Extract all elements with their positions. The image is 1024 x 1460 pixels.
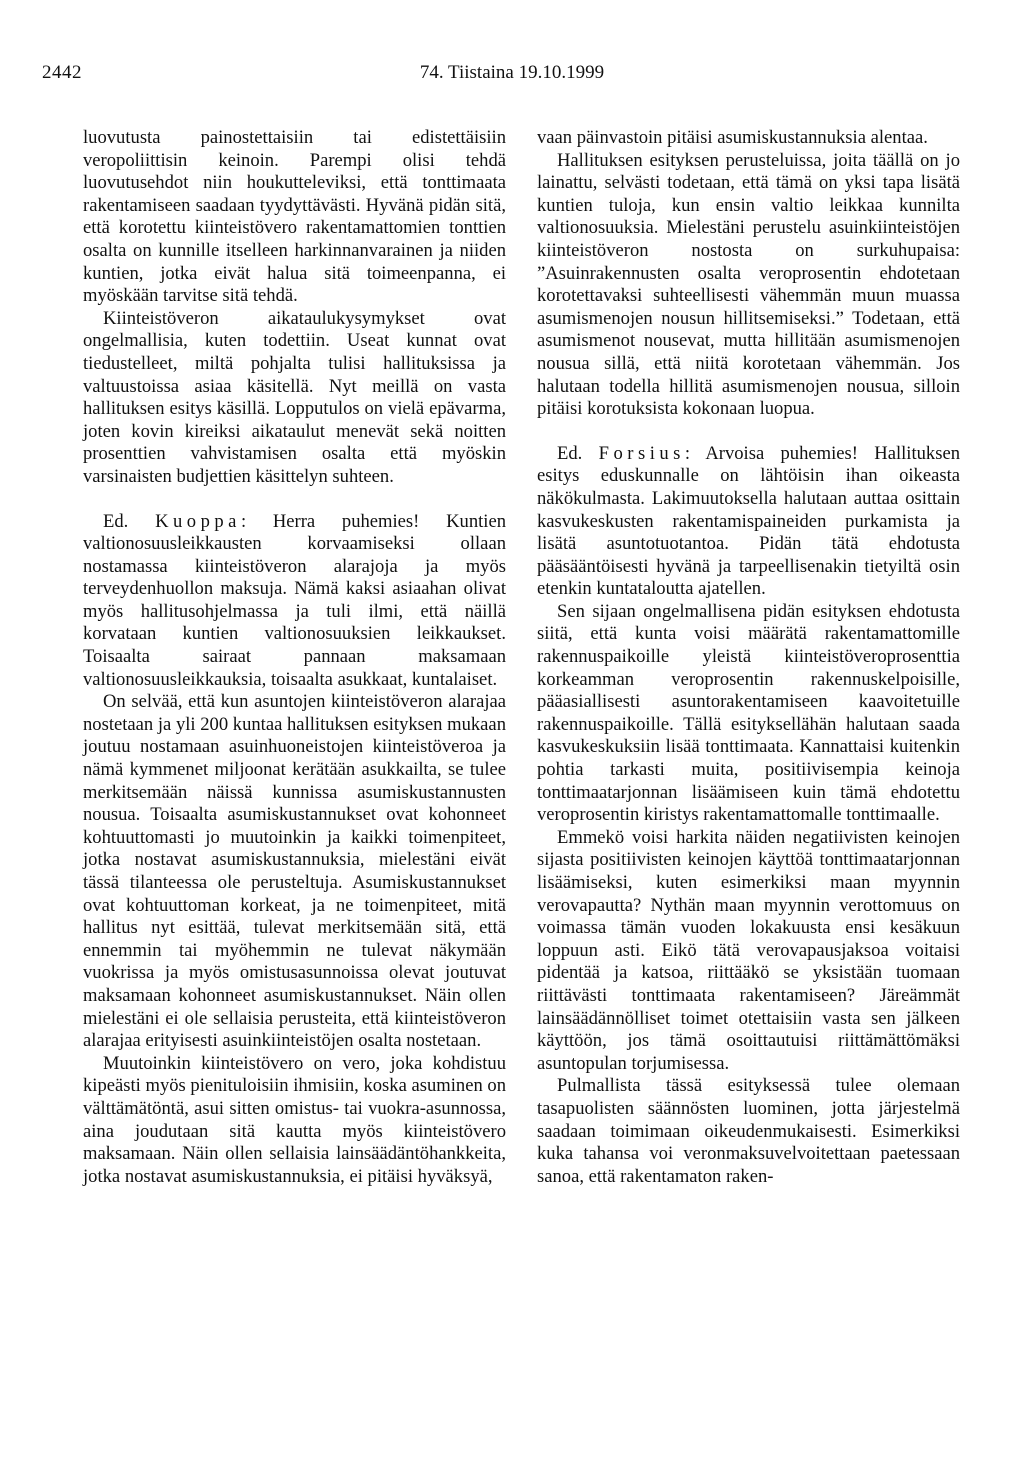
speech-salutation: : Herra puhemies! — [240, 510, 420, 532]
speech-text: Hallituksen esitys eduskunnalle on lähtöisin ihan oikeasta näkökulmasta. Lakimuutoksella halutaan auttaa osittain kasvukeskusten rakentamispaineiden purkamista ja lisätä asuntotuotantoa. Pidän tätä ehdotusta pääsääntöisesti hyvänä ja tarpeellisenakin tietyiltä osin etenkin kuntataloutta ajatellen. — [537, 442, 960, 600]
speaker-prefix: Ed. — [557, 442, 583, 464]
speech-kuoppa — [83, 511, 506, 692]
paragraph: On selvää, että kun asuntojen kiinteistöveron alarajaa nostetaan ja yli 200 kuntaa hallituksen esityksen mukaan joutuu nostamaan asuinhuoneistojen kiinteistöveroa ja nämä kymmenet miljoonat kerätään asukkailta, se tulee merkitsemään näissä kunnissa asumiskustannusten nousua. Toisaalta asumiskustannukset ovat kohonneet kohtuuttomasti jo muutoinkin ja kaikki toimenpiteet, jotka nostavat asumiskustannuksia, mielestäni eivät tässä tilanteessa ole perusteltuja. Asumiskustannukset ovat kohtuuttoman korkeat, ja ne toimenpiteet, mitä hallitus nyt esittää, tulevat merkitsemään sitä, että ennemmin tai myöhemmin ne tulevat näkymään vuokrissa ja myös omistusasunnoissa olevat joutuvat maksamaan kohonneet asumiskustannukset. Näin ollen mielestäni ei ole sellaisia perusteita, että kiinteistöveron alarajaa erityisesti asuinkiinteistöjen osalta nostetaan. — [83, 691, 506, 1052]
paragraph: Kiinteistöveron aikataulukysymykset ovat ongelmallisia, kuten todettiin. Useat kunnat ovat tiedustelleet, miltä pohjalta tulisi hallituksissa ja valtuustoissa asiaa käsitellä. Nyt meillä on vasta hallituksen esitys käsillä. Lopputulos on vielä epävarma, joten kovin kireiksi aikataulut menevät sekä noitten prosenttien vahvistamisen osalta että myöskin varsinaisten budjettien käsittelyn suhteen. — [83, 307, 506, 487]
speaker-name: Forsius — [598, 442, 685, 464]
speaker-name: Kuoppa — [155, 510, 241, 532]
paragraph: luovutusta painostettaisiin tai edistettäisiin veropoliittisin keinoin. Parempi olisi tehdä luovutusehdot niin houkutteleviksi, että tonttimaata rakentamiseen saadaan tyydyttävästi. Hyvänä pidän sitä, että korotettu kiinteistövero rakentamattomien tonttien osalta on kunnille itselleen harkinnanvarainen ja niiden kuntien, jotka eivät halua sitä toimeenpanna, ei myöskään tarvitse sitä tehdä. — [83, 127, 506, 307]
speaker-prefix: Ed. — [103, 510, 129, 532]
speech-text: Kuntien valtionosuusleikkausten korvaamiseksi ollaan nostamassa kiinteistöveron alarajoja ja myös terveydenhuollon maksuja. Nämä kaksi asiaahan olivat myös hallitusohjelmassa ja tuli ilmi, että näillä korvataan kuntien valtionosuuksien leikkaukset. Toisaalta sairaat pannaan maksamaan valtionosuusleikkauksia, toisaalta asukkaat, kuntalaiset. — [83, 510, 507, 690]
paragraph: Sen sijaan ongelmallisena pidän esityksen ehdotusta siitä, että kunta voisi määrätä rakentamattomille rakennuspaikoille yleistä kiinteistöveroprosenttia korkeamman veroprosentin rakennuskelpoisille, pääasiallisesti asuntorakentamiseen kaavoitetuille rakennuspaikoille. Tällä esityksellähän halutaan saada kasvukeskuksiin lisää tonttimaata. Kannattaisi kuitenkin pohtia tarkasti muita, positiivisempia keinoja tonttimaatarjonnan lisäämiseen kuin tämä ehdotettu veroprosentin kiristys rakentamattomalle tonttimaalle. — [537, 600, 960, 826]
right-column — [537, 127, 960, 1188]
running-title: 74. Tiistaina 19.10.1999 — [419, 62, 605, 83]
paragraph: Hallituksen esityksen perusteluissa, joita täällä on jo lainattu, selvästi todetaan, että tämä on yksi tapa lisätä kuntien tuloja, kun ensin valtio leikkaa kunnilta valtionosuuksia. Mielestäni perustelu asuinkiinteistöjen kiinteistöveron nostosta on surkuhupaisa: ”Asuinrakennusten osalta veroprosentin ehdotetaan korotettavaksi suhteellisesti vähemmän muun muassa asumismenojen nousun hillitsemiseksi.” Todetaan, että asumismenot nousevat, mutta hillitään asumismenojen nousua sillä, että niitä korotetaan vähemmän. Jos halutaan todella hillitä asumismenojen nousua, silloin pitäisi korotuksista kokonaan luopua. — [537, 149, 960, 420]
paragraph: vaan päinvastoin pitäisi asumiskustannuksia alentaa. — [537, 127, 928, 148]
page-number: 2442 — [42, 62, 82, 83]
left-column — [83, 127, 506, 1188]
speech-salutation: : Arvoisa puhemies! — [684, 442, 858, 464]
speech-forsius — [537, 443, 960, 601]
paragraph: Emmekö voisi harkita näiden negatiivisten keinojen sijasta positiivisten keinojen käyttöä tonttimaatarjonnan lisäämiseksi, kuten esimerkiksi maan myynnin verovapautta? Nythän maan myynnin verottomuus on voimassa tämän vuoden lokakuusta ensi kesäkuun loppuun asti. Eikö tätä verovapausjaksoa voitaisi pidentää ja katsoa, riittääkö se yksistään tuomaan riittävästi tonttimaata rakentamiseen? Järeämmät lainsäädännölliset toimet otettaisiin vasta sen jälkeen käyttöön, jos tämä osoittautuisi riittämättömäksi asuntopulan torjumisessa. — [537, 826, 960, 1074]
paragraph: Pulmallista tässä esityksessä tulee olemaan tasapuolisten säännösten luominen, jotta järjestelmä saadaan toimimaan oikeudenmukaisesti. Esimerkiksi kuka tahansa voi veronmaksuvelvoitettaan paetessaan sanoa, että rakentamaton raken- — [537, 1075, 960, 1187]
paragraph: Muutoinkin kiinteistövero on vero, joka kohdistuu kipeästi myös pienituloisiin ihmisiin, koska asuminen on välttämätöntä, asui sitten omistus- tai vuokra-asunnossa, aina joudutaan sitä kautta myös kiinteistövero maksamaan. Näin ollen sellaisia lainsäädäntöhankkeita, jotka nostavat asumiskustannuksia, ei pitäisi hyväksyä, — [83, 1052, 506, 1187]
